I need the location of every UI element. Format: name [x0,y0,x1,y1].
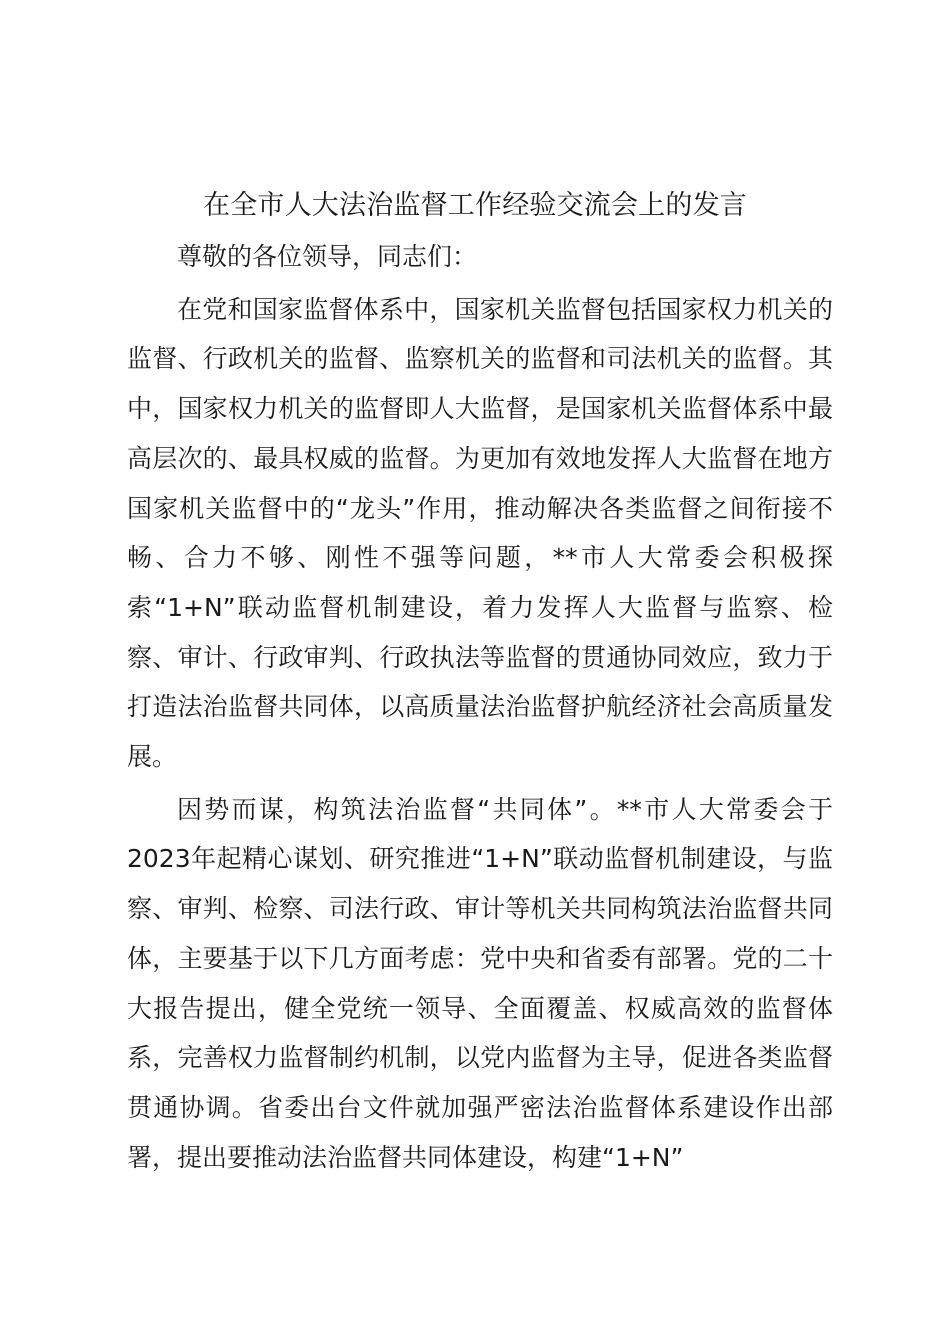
paragraph-intro: 在党和国家监督体系中，国家机关监督包括国家权力机关的监督、行政机关的监督、监察机关的监督和司法机关的监督。其中，国家权力机关的监督即人大监督，是国家机关监督体系中最高层次的、最具权威的监督。为更加有效地发挥人大监督在地方国家机关监督中的“龙头”作用，推动解决各类监督之间衔接不畅、合力不够、刚性不强等问题，**市人大常委会积极探索“1+N”联动监督机制建设，着力发挥人大监督与监察、检察、审计、行政审判、行政执法等监督的贯通协同效应，致力于打造法治监督共同体，以高质量法治监督护航经济社会高质量发展。 [127,294,833,772]
paragraph-background: 因势而谋，构筑法治监督“共同体”。**市人大常委会于2023年起精心谋划、研究推进“1+N”联动监督机制建设，与监察、审判、检察、司法行政、审计等机关共同构筑法治监督共同体，主要基于以下几方面考虑：党中央和省委有部署。党的二十大报告提出，健全党统一领导、全面覆盖、权威高效的监督体系，完善权力监督制约机制，以党内监督为主导，促进各类监督贯通协调。省委出台文件就加强严密法治监督体系建设作出部署，提出要推动法治监督共同体建设，构建“1+N” [127,794,833,1172]
salutation: 尊敬的各位领导，同志们： [177,242,478,271]
document-title: 在全市人大法治监督工作经验交流会上的发言 [203,190,747,221]
document-body [127,232,833,1182]
